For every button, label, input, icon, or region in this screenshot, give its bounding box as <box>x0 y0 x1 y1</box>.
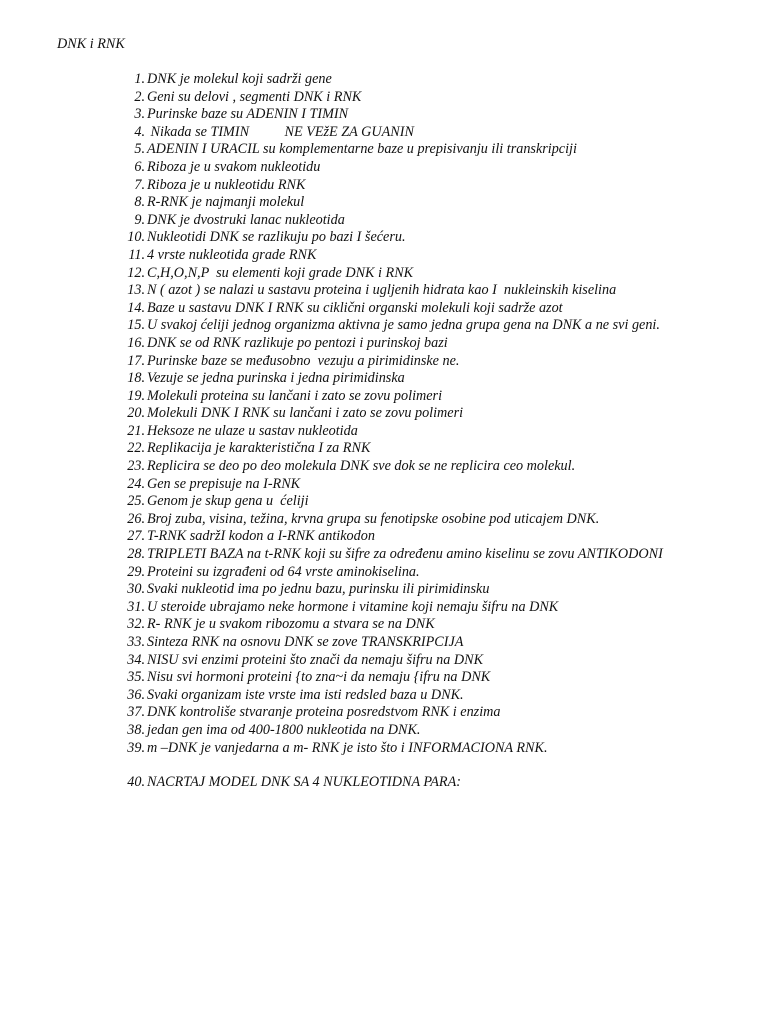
list-item-number: 4 . <box>118 124 145 142</box>
list-item-number: 21 . <box>118 423 145 441</box>
list-item-number: 3 . <box>118 106 145 124</box>
list-item <box>118 599 678 617</box>
list-item <box>118 335 678 353</box>
list-item-text: DNK je dvostruki lanac nukleotida <box>147 211 345 228</box>
list-item <box>118 423 678 441</box>
list-item-text: DNK se od RNK razlikuje po pentozi i purinskoj bazi <box>147 334 448 351</box>
list-item-number: 28 . <box>118 546 145 564</box>
list-item-number: 36 . <box>118 687 145 705</box>
list-item-number: 13 . <box>118 282 145 300</box>
list-item-number: 15 . <box>118 317 145 335</box>
list-item <box>118 388 678 406</box>
list-item <box>118 229 678 247</box>
list-item-text: Geni su delovi , segmenti DNK i RNK <box>147 88 362 105</box>
list-item-number: 7 . <box>118 177 145 195</box>
list-item <box>118 546 678 564</box>
list-item <box>118 616 678 634</box>
list-item-number: 1 . <box>118 71 145 89</box>
list-item-text: Purinske baze su ADENIN I TIMIN <box>147 106 349 123</box>
list-item <box>118 405 678 423</box>
list-item-text: Heksoze ne ulaze u sastav nukleotida <box>147 422 358 439</box>
document-title: DNK i RNK <box>57 36 125 52</box>
list-item-number: 39 . <box>118 740 145 758</box>
list-item-number: 9 . <box>118 212 145 230</box>
list-item-text: C,H,O,N,P su elementi koji grade DNK i RNK <box>147 264 414 281</box>
list-item-text: TRIPLETI BAZA na t-RNK koji su šifre za određenu amino kiselinu se zovu ANTIKODONI <box>147 546 663 563</box>
list-item <box>118 528 678 546</box>
list-item-number: 12 . <box>118 265 145 283</box>
list-item <box>118 141 678 159</box>
list-item <box>118 317 678 335</box>
list-item-text: m –DNK je vanjedarna a m- RNK je isto što i INFORMACIONA RNK. <box>147 739 548 756</box>
list-item <box>118 212 678 230</box>
list-item-number: 16 . <box>118 335 145 353</box>
list-item-text: Purinske baze se međusobno vezuju a pirimidinske ne. <box>147 352 460 369</box>
list-item-number: 22 . <box>118 440 145 458</box>
list-item-text: Genom je skup gena u ćeliji <box>147 493 309 510</box>
list-item-text: NACRTAJ MODEL DNK SA 4 NUKLEOTIDNA PARA: <box>147 774 461 791</box>
list-item-number: 20 . <box>118 405 145 423</box>
list-item <box>118 89 678 107</box>
list-item-text: U steroide ubrajamo neke hormone i vitamine koji nemaju šifru na DNK <box>147 598 559 615</box>
list-item-number: 14 . <box>118 300 145 318</box>
list-item <box>118 774 678 792</box>
list-item <box>118 634 678 652</box>
list-item <box>118 71 678 89</box>
list-item <box>118 722 678 740</box>
list-item-text: Proteini su izgrađeni od 64 vrste aminokiselina. <box>147 563 420 580</box>
list-item-text: Riboza je u nukleotidu RNK <box>147 176 306 193</box>
list-item-number: 25 . <box>118 493 145 511</box>
list-item <box>118 458 678 476</box>
list-item <box>118 564 678 582</box>
list-item <box>118 282 678 300</box>
list-item-text: Riboza je u svakom nukleotidu <box>147 158 321 175</box>
list-item-text: DNK je molekul koji sadrži gene <box>147 71 332 87</box>
list-item-number: 31 . <box>118 599 145 617</box>
list-item-text: Sinteza RNK na osnovu DNK se zove TRANSKRIPCIJA <box>147 634 464 650</box>
list-item <box>118 370 678 388</box>
list-item-text: R-RNK je najmanji molekul <box>147 194 305 211</box>
list-item-text: Nukleotidi DNK se razlikuju po bazi I šećeru. <box>147 229 406 246</box>
list-item-number: 34 . <box>118 652 145 670</box>
list-item-number: 24 . <box>118 476 145 494</box>
list-item <box>118 265 678 283</box>
list-item-text: R- RNK je u svakom ribozomu a stvara se na DNK <box>147 616 435 633</box>
list-item-number: 17 . <box>118 353 145 371</box>
list-item-text: N ( azot ) se nalazi u sastavu proteina i ugljenih hidrata kao I nukleinskih kiselina <box>147 282 617 299</box>
list-item-text: T-RNK sadržI kodon a I-RNK antikodon <box>147 528 375 545</box>
list-item-text: NISU svi enzimi proteini što znači da nemaju šifru na DNK <box>147 651 484 668</box>
list-item-number: 32 . <box>118 616 145 634</box>
list-item-text: ADENIN I URACIL su komplementarne baze u prepisivanju ili transkripciji <box>147 141 577 158</box>
list-item-text: 4 vrste nukleotida grade RNK <box>147 246 317 263</box>
list-item-number: 40 . <box>118 774 145 792</box>
list-item <box>118 581 678 599</box>
list-item-text: Broj zuba, visina, težina, krvna grupa su fenotipske osobine pod uticajem DNK. <box>147 510 600 527</box>
list-item-text: Replicira se deo po deo molekula DNK sve dok se ne replicira ceo molekul. <box>147 458 576 475</box>
list-item <box>118 177 678 195</box>
list-item-text: U svakoj ćeliji jednog organizma aktivna je samo jedna grupa gena na DNK a ne svi geni. <box>147 317 660 334</box>
list-item-number: 38 . <box>118 722 145 740</box>
list-item <box>118 300 678 318</box>
list-item-text: Gen se prepisuje na I-RNK <box>147 475 301 492</box>
list-item-number: 26 . <box>118 511 145 529</box>
list-item-number: 6 . <box>118 159 145 177</box>
list-item <box>118 194 678 212</box>
list-item-text: Vezuje se jedna purinska i jedna pirimidinska <box>147 370 405 387</box>
list-item-text: Svaki organizam iste vrste ima isti redsled baza u DNK. <box>147 686 464 703</box>
list-item-text: Nisu svi hormoni proteini {to zna~i da nemaju {ifru na DNK <box>147 669 491 686</box>
list-item-number: 35 . <box>118 669 145 687</box>
list-item <box>118 652 678 670</box>
list-item-text: DNK kontroliše stvaranje proteina posredstvom RNK i enzima <box>147 704 501 721</box>
numbered-list <box>118 71 678 792</box>
list-item <box>118 511 678 529</box>
list-item <box>118 106 678 124</box>
list-item <box>118 440 678 458</box>
list-item-text: Replikacija je karakteristična I za RNK <box>147 440 371 457</box>
list-item <box>118 353 678 371</box>
list-item-number: 11 . <box>118 247 145 265</box>
list-item-text: Svaki nukleotid ima po jednu bazu, purinsku ili pirimidinsku <box>147 581 490 598</box>
list-item-number: 18 . <box>118 370 145 388</box>
list-item <box>118 740 678 758</box>
list-item-number: 23 . <box>118 458 145 476</box>
list-item <box>118 669 678 687</box>
list-item-number: 29 . <box>118 564 145 582</box>
list-item <box>118 704 678 722</box>
list-item <box>118 247 678 265</box>
list-item-number: 27 . <box>118 528 145 546</box>
list-item-text: jedan gen ima od 400-1800 nukleotida na DNK. <box>147 721 421 738</box>
list-item <box>118 493 678 511</box>
list-item-number: 37 . <box>118 704 145 722</box>
list-item <box>118 159 678 177</box>
list-item-text: Nikada se TIMIN NE VEžE ZA GUANIN <box>147 123 414 140</box>
list-item <box>118 687 678 705</box>
list-item-number: 33 . <box>118 634 145 652</box>
list-item-text: Molekuli DNK I RNK su lančani i zato se zovu polimeri <box>147 405 464 422</box>
list-item-number: 5 . <box>118 141 145 159</box>
list-item-text: Baze u sastavu DNK I RNK su ciklični organski molekuli koji sadrže azot <box>147 299 563 316</box>
list-item-number: 10 . <box>118 229 145 247</box>
list-item-number: 2 . <box>118 89 145 107</box>
list-item-number: 8 . <box>118 194 145 212</box>
list-item-text: Molekuli proteina su lančani i zato se zovu polimeri <box>147 387 443 404</box>
list-item <box>118 124 678 142</box>
list-item-number: 19 . <box>118 388 145 406</box>
list-item-number: 30 . <box>118 581 145 599</box>
list-item <box>118 476 678 494</box>
